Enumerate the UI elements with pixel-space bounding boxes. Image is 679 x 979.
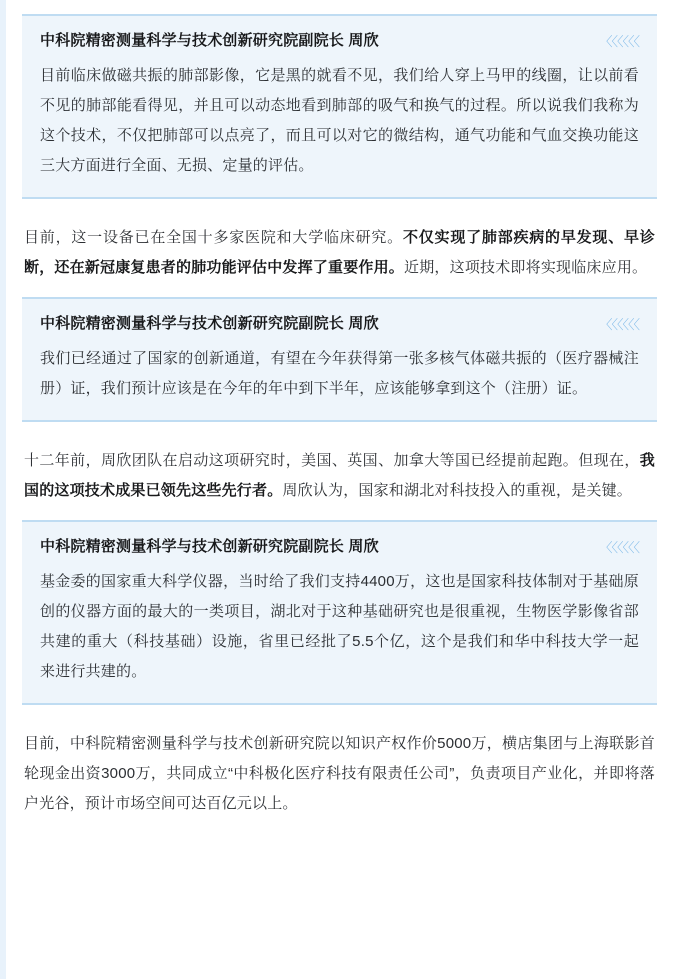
quote-mark-icon: 〈〈〈〈〈〈 xyxy=(599,318,639,333)
paragraph-text: 目前，这一设备已在全国十多家医院和大学临床研究。 xyxy=(24,229,403,246)
quote-speaker: 中科院精密测量科学与技术创新研究院副院长 周欣 xyxy=(40,538,379,555)
quote-text: 目前临床做磁共振的肺部影像，它是黑的就看不见，我们给人穿上马甲的线圈，让以前看不见的肺部能看得见，并且可以动态地看到肺部的吸气和换气的过程。所以说我们我称为这个技术，不仅把肺部可以点亮了，而且可以对它的微结构，通气功能和气血交换功能这三大方面进行全面、无损、定量的评估。 xyxy=(40,67,639,174)
body-paragraph xyxy=(22,223,657,283)
body-paragraph xyxy=(22,729,657,819)
quote-header xyxy=(40,30,639,51)
quote-mark-icon: 〈〈〈〈〈〈 xyxy=(599,35,639,50)
quote-mark-icon: 〈〈〈〈〈〈 xyxy=(599,541,639,556)
page-left-accent-bar xyxy=(0,0,6,979)
quote-text: 我们已经通过了国家的创新通道，有望在今年获得第一张多核气体磁共振的（医疗器械注册）证，我们预计应该是在今年的年中到下半年，应该能够拿到这个（注册）证。 xyxy=(40,350,639,397)
paragraph-text: 目前，中科院精密测量科学与技术创新研究院以知识产权作价5000万，横店集团与上海联影首轮现金出资3000万，共同成立“中科极化医疗科技有限责任公司”，负责项目产业化，并即将落户光谷，预计市场空间可达百亿元以上。 xyxy=(24,735,655,812)
emphasis-text: 我国的这项技术成果已领先这些先行者。 xyxy=(24,452,655,499)
quote-speaker: 中科院精密测量科学与技术创新研究院副院长 周欣 xyxy=(40,315,379,332)
body-paragraph xyxy=(22,446,657,506)
quote-text: 基金委的国家重大科学仪器，当时给了我们支持4400万，这也是国家科技体制对于基础原创的仪器方面的最大的一类项目，湖北对于这种基础研究也是很重视，生物医学影像省部共建的重大（科技基础）设施，省里已经批了5.5个亿，这个是我们和华中科技大学一起来进行共建的。 xyxy=(40,573,639,680)
quote-block xyxy=(22,520,657,705)
emphasis-text: 不仅实现了肺部疾病的早发现、早诊断，还在新冠康复患者的肺功能评估中发挥了重要作用。 xyxy=(24,229,655,276)
quote-header xyxy=(40,313,639,334)
article-content xyxy=(22,14,657,819)
paragraph-text: 周欣认为，国家和湖北对科技投入的重视，是关键。 xyxy=(282,482,633,499)
quote-block xyxy=(22,297,657,422)
quote-speaker: 中科院精密测量科学与技术创新研究院副院长 周欣 xyxy=(40,32,379,49)
paragraph-text: 近期，这项技术即将实现临床应用。 xyxy=(404,259,648,276)
paragraph-text: 十二年前，周欣团队在启动这项研究时，美国、英国、加拿大等国已经提前起跑。但现在， xyxy=(24,452,640,469)
quote-block xyxy=(22,14,657,199)
quote-header xyxy=(40,536,639,557)
